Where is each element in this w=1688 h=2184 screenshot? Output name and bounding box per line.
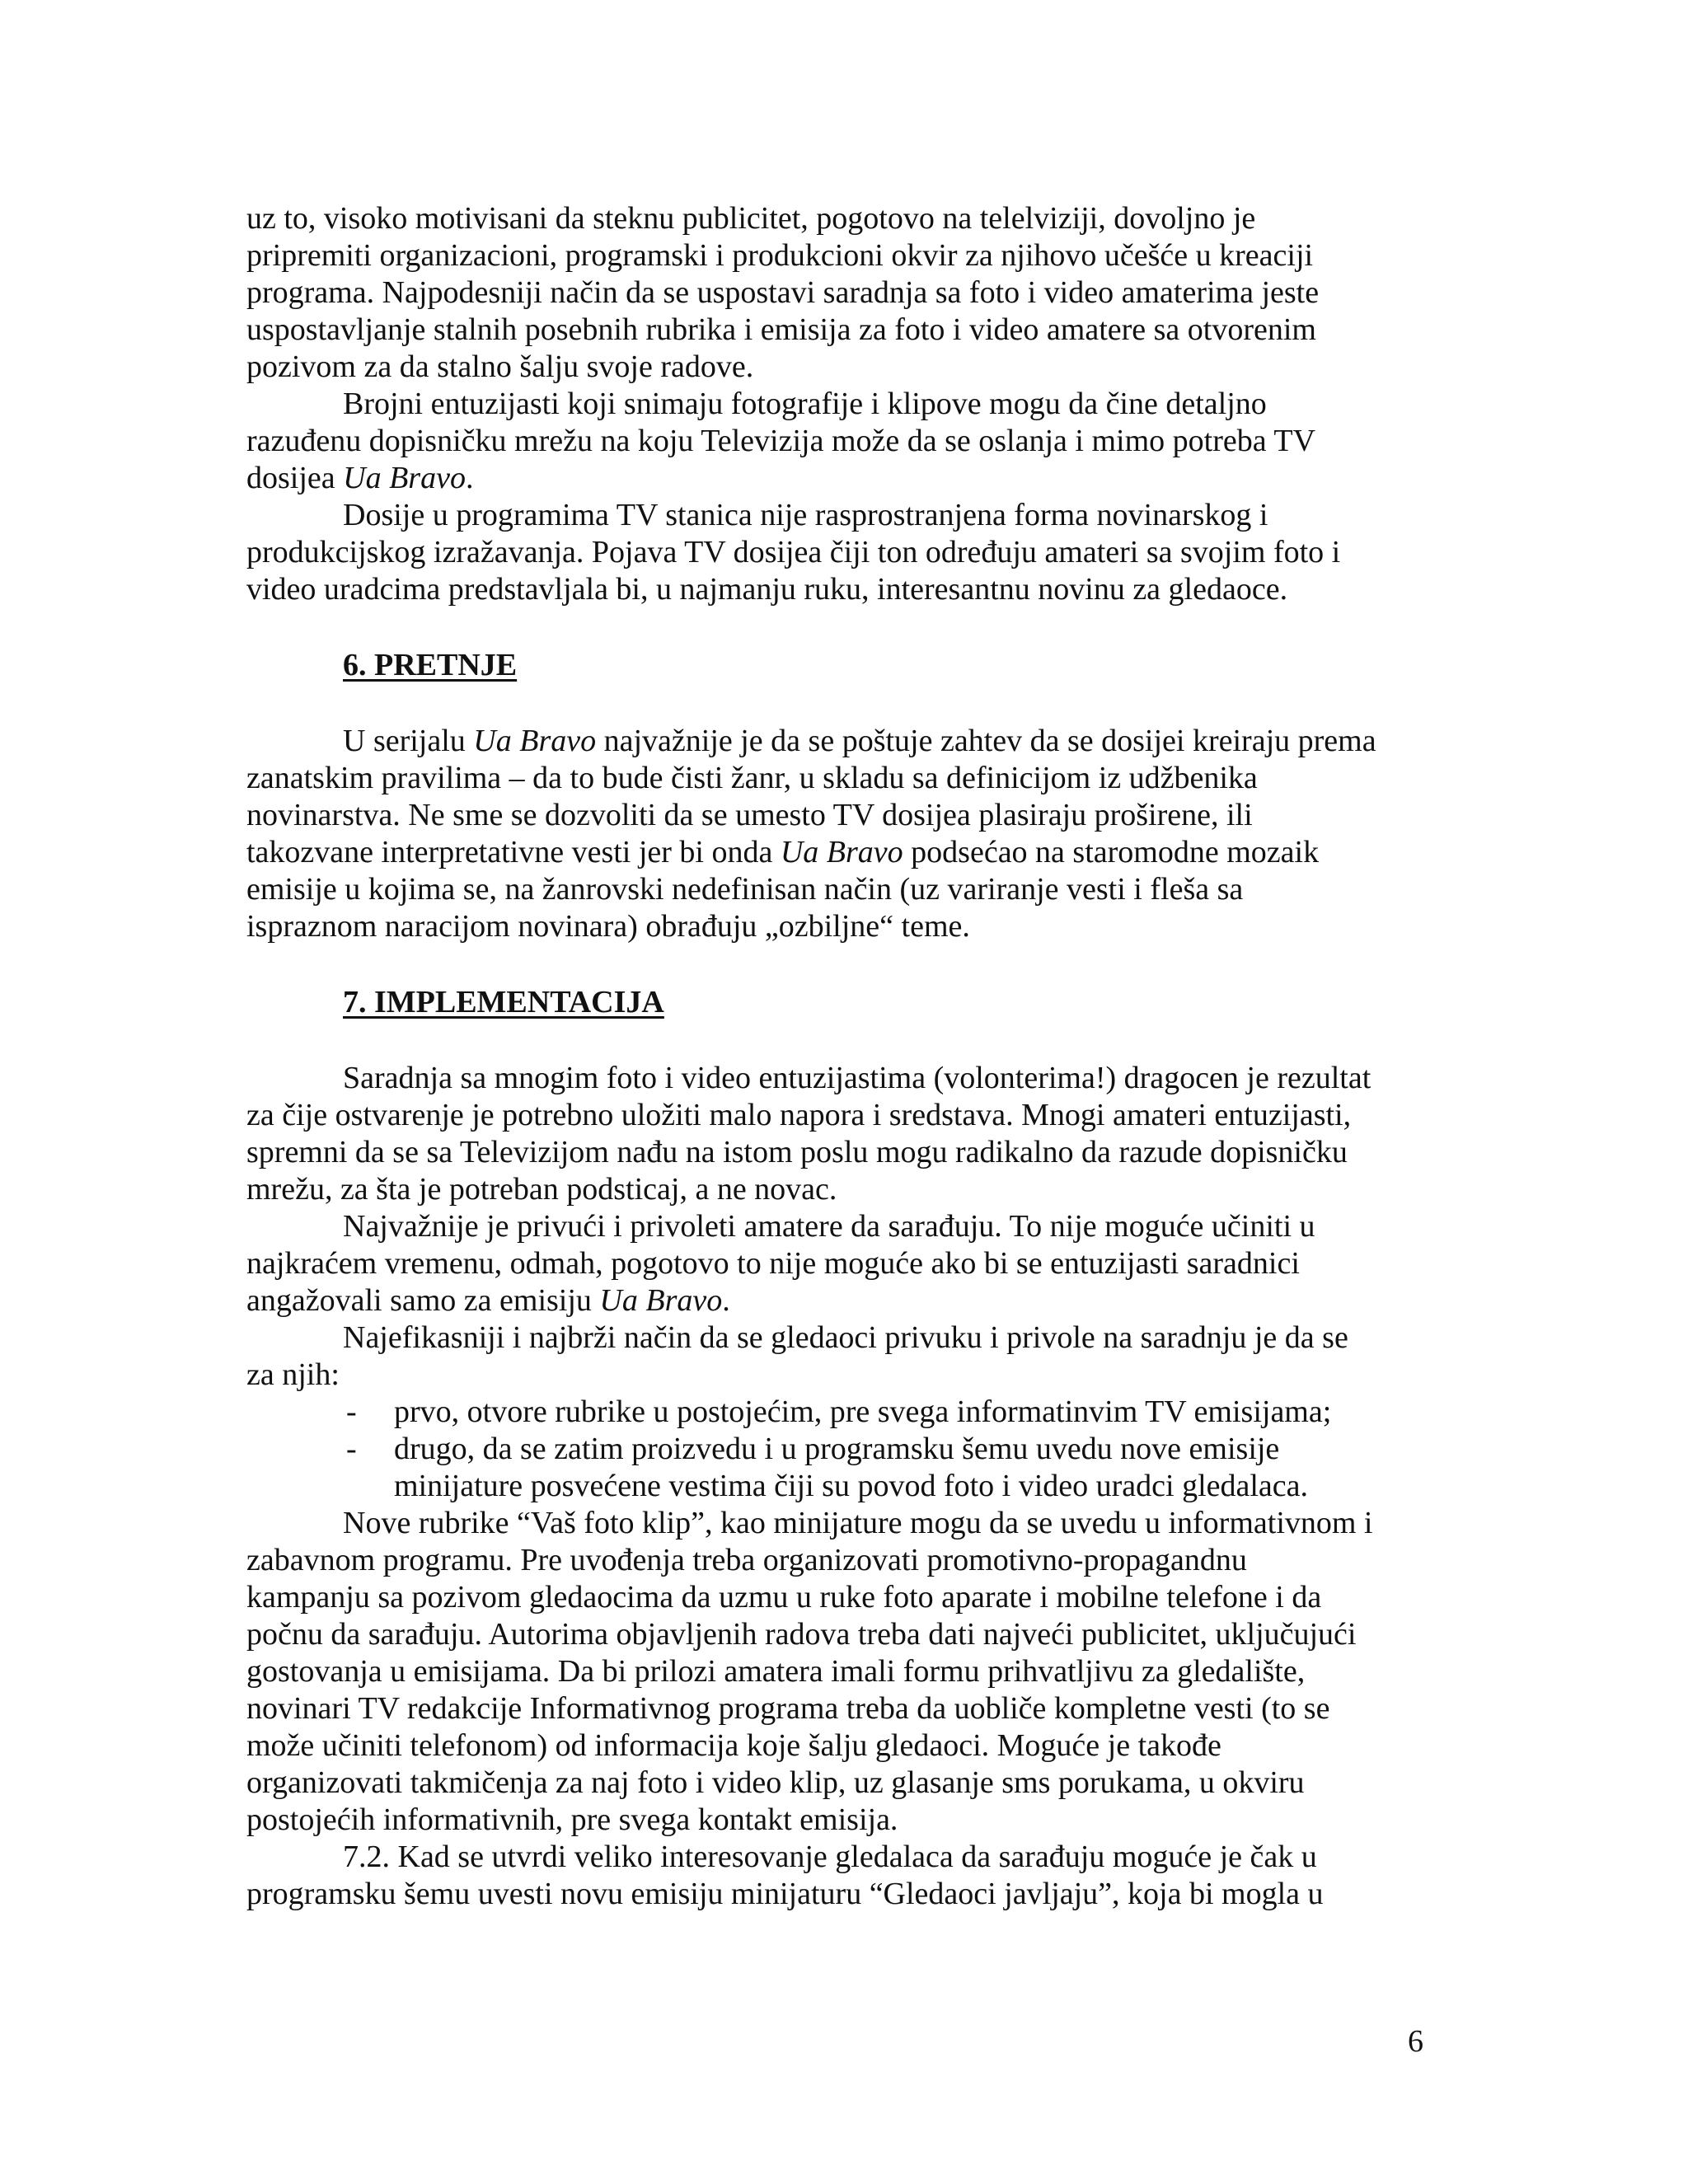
section-heading-pretnje: 6. PRETNJE <box>343 648 518 682</box>
series-title: Ua Bravo <box>599 1283 723 1318</box>
text-span: angažovali samo za emisiju <box>246 1283 600 1318</box>
text-line: razuđenu dopisničku mrežu na koju Televizija može da se oslanja i mimo potreba TV <box>246 424 1316 458</box>
text-line <box>246 459 473 497</box>
list-bullet: - <box>346 1432 357 1466</box>
text-line: uspostavljanje stalnih posebnih rubrika i emisija za foto i video amatere sa otvorenim <box>246 312 1316 347</box>
text-line <box>246 833 1319 871</box>
section-heading-implementacija: 7. IMPLEMENTACIJA <box>343 985 664 1019</box>
text-span: najvažnije je da se poštuje zahtev da se dosijei kreiraju prema <box>596 724 1376 758</box>
text-line: najkraćem vremenu, odmah, pogotovo to nije moguće ako bi se entuzijasti saradnici <box>246 1246 1300 1281</box>
text-line: programa. Najpodesniji način da se uspostavi saradnja sa foto i video amaterima jeste <box>246 275 1320 310</box>
text-line: mrežu, za šta je potreban podsticaj, a ne novac. <box>246 1172 837 1207</box>
text-line: video uradcima predstavljala bi, u najmanju ruku, interesantnu novinu za gledaoce. <box>246 572 1288 607</box>
text-line: za njih: <box>246 1357 340 1392</box>
series-title: Ua Bravo <box>473 724 597 758</box>
text-line: zabavnom programu. Pre uvođenja treba organizovati promotivno-propagandnu <box>246 1543 1247 1577</box>
text-line: Saradnja sa mnogim foto i video entuzijastima (volonterima!) dragocen je rezultat <box>343 1061 1372 1095</box>
text-line: 7.2. Kad se utvrdi veliko interesovanje gledalaca da sarađuju moguće je čak u <box>343 1840 1317 1874</box>
text-line: uz to, visoko motivisani da steknu publicitet, pogotovo na telelviziji, dovoljno je <box>246 201 1256 236</box>
text-line: produkcijskog izražavanja. Pojava TV dosijea čiji ton određuju amateri sa svojim foto i <box>246 535 1341 569</box>
text-line: Najefikasniji i najbrži način da se gledaoci privuku i privole na saradnju je da se <box>343 1320 1348 1355</box>
list-item-continuation: minijature posvećene vestima čiji su povod foto i video uradci gledalaca. <box>394 1469 1309 1503</box>
text-line: Najvažnije je privući i privoleti amatere da sarađuju. To nije moguće učiniti u <box>343 1209 1315 1244</box>
text-span: takozvane interpretativne vesti jer bi onda <box>246 835 781 869</box>
text-line: Dosije u programima TV stanica nije rasprostranjena forma novinarskog i <box>343 498 1268 532</box>
list-item: drugo, da se zatim proizvedu i u programsku šemu uvedu nove emisije <box>394 1432 1280 1466</box>
text-line: organizovati takmičenja za naj foto i video klip, uz glasanje sms porukama, u okviru <box>246 1765 1305 1800</box>
page-number: 6 <box>1408 2024 1423 2059</box>
text-span: dosijea <box>246 461 344 495</box>
text-line: zanatskim pravilima – da to bude čisti žanr, u skladu sa definicijom iz udžbenika <box>246 761 1258 795</box>
text-line <box>343 722 1376 760</box>
text-line: Brojni entuzijasti koji snimaju fotografije i klipove mogu da čine detaljno <box>343 387 1267 421</box>
text-line: postojećih informativnih, pre svega kontakt emisija. <box>246 1802 898 1837</box>
text-line: može učiniti telefonom) od informacija koje šalju gledaoci. Moguće je takođe <box>246 1728 1221 1763</box>
text-line: za čije ostvarenje je potrebno uložiti malo napora i sredstava. Mnogi amateri entuzijasti, <box>246 1098 1352 1132</box>
text-line: kampanju sa pozivom gledaocima da uzmu u ruke foto aparate i mobilne telefone i da <box>246 1580 1322 1615</box>
text-line: pripremiti organizacioni, programski i produkcioni okvir za njihovo učešće u kreaciji <box>246 238 1314 273</box>
text-span: . <box>722 1283 730 1318</box>
text-line: novinari TV redakcije Informativnog programa treba da uobliče kompletne vesti (to se <box>246 1691 1330 1726</box>
text-line: gostovanja u emisijama. Da bi prilozi amatera imali formu prihvatljivu za gledalište, <box>246 1654 1306 1689</box>
series-title: Ua Bravo <box>780 835 903 869</box>
text-line: počnu da sarađuju. Autorima objavljenih radova treba dati najveći publicitet, uključujući <box>246 1617 1357 1652</box>
series-title: Ua Bravo <box>343 461 466 495</box>
list-item: prvo, otvore rubrike u postojećim, pre svega informatinvim TV emisijama; <box>394 1394 1332 1429</box>
text-line <box>246 1282 730 1319</box>
text-line: emisije u kojima se, na žanrovski nedefinisan način (uz variranje vesti i fleša sa <box>246 872 1244 907</box>
text-span: podsećao na staromodne mozaik <box>903 835 1320 869</box>
text-line: programsku šemu uvesti novu emisiju minijaturu “Gledaoci javljaju”, koja bi mogla u <box>246 1877 1324 1911</box>
text-line: novinarstva. Ne sme se dozvoliti da se umesto TV dosijea plasiraju proširene, ili <box>246 798 1253 832</box>
text-line: Nove rubrike “Vaš foto klip”, kao minijature mogu da se uvedu u informativnom i <box>343 1506 1373 1540</box>
text-line: spremni da se sa Televizijom nađu na istom poslu mogu radikalno da razude dopisničku <box>246 1135 1348 1169</box>
text-span: U serijalu <box>343 724 474 758</box>
list-bullet: - <box>346 1394 357 1429</box>
text-line: ispraznom naracijom novinara) obrađuju „ozbiljne“ teme. <box>246 909 970 944</box>
text-span: . <box>465 461 474 495</box>
text-line: pozivom za da stalno šalju svoje radove. <box>246 349 754 384</box>
